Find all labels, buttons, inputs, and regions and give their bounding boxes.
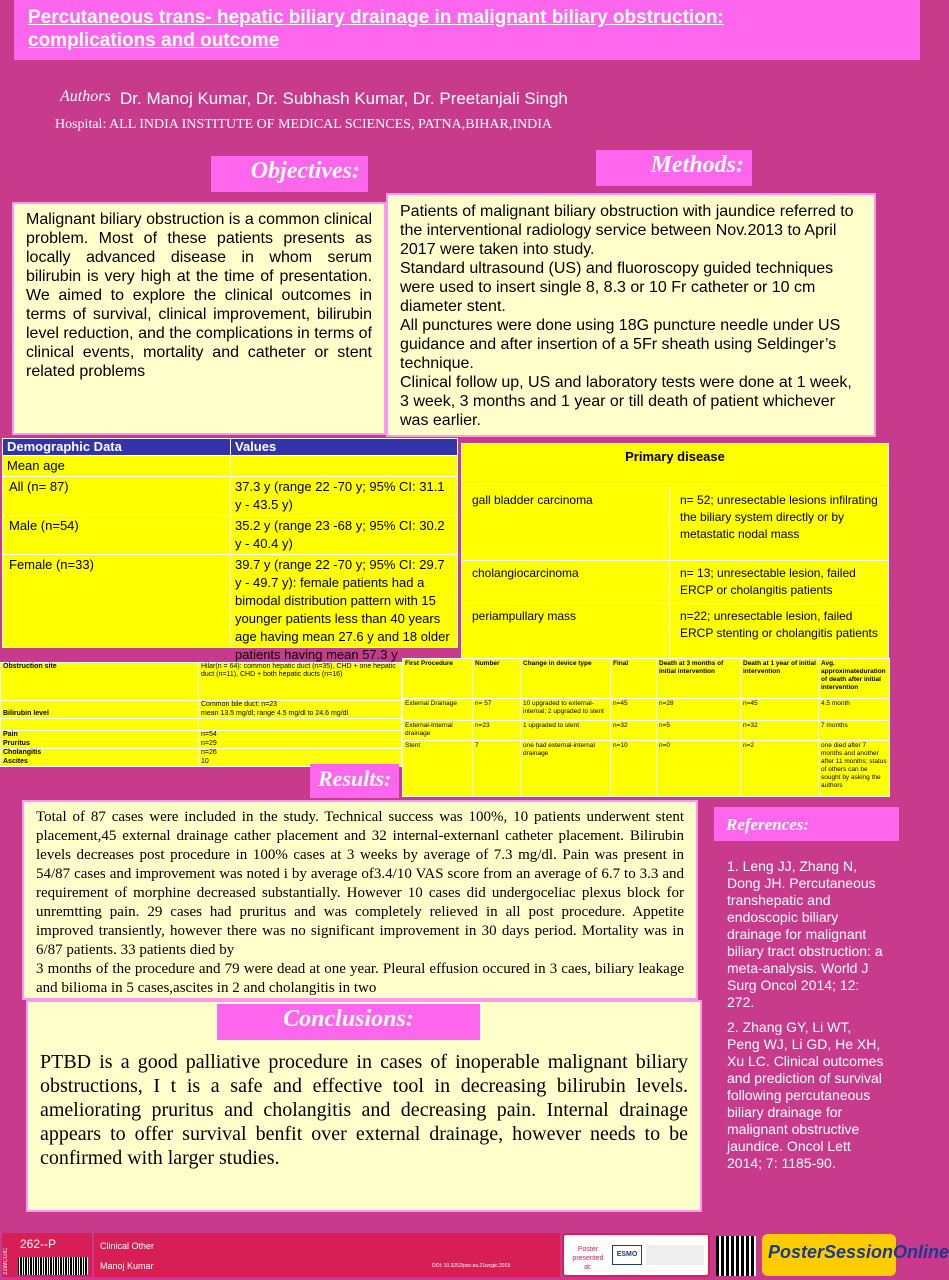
proc-header: Death at 1 year of initial intervention	[741, 659, 819, 699]
proc-cell: n=45	[611, 699, 657, 721]
barcode-icon	[18, 1257, 88, 1275]
demo-cell	[231, 456, 458, 477]
obs-cell: Cholangitis	[1, 749, 199, 758]
proc-cell: n= 57	[473, 699, 521, 721]
demo-cell: 37.3 y (range 22 -70 y; 95% CI: 31.1 y - 43.5 y)	[231, 477, 458, 516]
methods-text	[386, 193, 876, 437]
footer-doi: DOI: 10.3252/pso.eu.21wcgic.2019	[432, 1263, 511, 1269]
proc-cell: External Drainage	[403, 699, 473, 721]
authors-label: Authors	[60, 88, 111, 105]
proc-header: Avg. approximateduration of death after initial intervention	[819, 659, 890, 699]
qr-code-icon	[716, 1236, 756, 1276]
results-para: 3 months of the procedure and 79 were dead at one year. Pleural effusion occured in 3 caes, biliary leakage and bilioma in 5 cases,ascites in 2 and cholangitis in two	[36, 961, 684, 996]
reference-item: 1. Leng JJ, Zhang N, Dong JH. Percutaneous transhepatic and endoscopic biliary drainage for malignant biliary tract obstruction: a meta-analysis. World J Surg Oncol 2014; 12: 272.	[727, 858, 883, 1010]
obs-cell: mean 13.5 mg/dl; range 4.5 mg/dl to 24.6 mg/dl	[199, 710, 402, 719]
proc-cell: n=5	[657, 721, 741, 741]
demo-cell: 35.2 y (range 23 -68 y; 95% CI: 30.2 y - 40.4 y)	[231, 516, 458, 555]
footer-category: Clinical Other	[100, 1241, 155, 1251]
primary-cell: n=22; unresectable lesion, failed ERCP stenting or cholangitis patients	[670, 604, 889, 660]
reference-item: 2. Zhang GY, Li WT, Peng WJ, Li GD, He XH, Xu LC. Clinical outcomes and prediction of survival following percutaneous biliary drainage for malignant obstructive jaundice. Oncol Lett 2014; 7: 1185-90.	[727, 1019, 884, 1171]
primary-cell: n= 52; unresectable lesions infilrating the biliary system directly or by metastatic nodal mass	[670, 488, 889, 561]
proc-header: Death at 3 months of initial intervention	[657, 659, 741, 699]
references-heading: References:	[714, 807, 899, 841]
obs-cell: Pain	[1, 731, 199, 740]
methods-para: Clinical follow up, US and laboratory tests were done at 1 week, 3 week, 3 months and 1 year or till death of patient whichever was earlier.	[400, 374, 852, 429]
side-code: 21WCGIC	[3, 1247, 9, 1275]
primary-disease-table	[461, 443, 889, 660]
proc-cell: n=0	[657, 741, 741, 797]
conclusions-heading: Conclusions:	[217, 1004, 480, 1040]
primary-header: Primary disease	[462, 444, 889, 488]
title-bar	[14, 0, 920, 60]
proc-cell: External-Internal drainage	[403, 721, 473, 741]
proc-header: Change in device type	[521, 659, 611, 699]
proc-cell: n=32	[741, 721, 819, 741]
demo-cell: Mean age	[3, 456, 231, 477]
methods-para: All punctures were done using 18G puncture needle under US guidance and after insertion of a 5Fr sheath using Seldinger’s technique.	[400, 317, 841, 372]
primary-cell: cholangiocarcinoma	[462, 561, 670, 604]
demo-cell: 39.7 y (range 22 -70 y; 95% CI: 29.7 y - 49.7 y): female patients had a bimodal distribution pattern with 15 younger patients less than 40 years age having mean 27.6 y and 18 older patients having mean 57.3 y	[231, 555, 458, 648]
references-list	[727, 858, 887, 1180]
esmo-logo-icon: ESMO	[612, 1245, 642, 1265]
methods-para: Standard ultrasound (US) and fluoroscopy guided techniques were used to insert single 8, 8.3 or 10 Fr catheter or 10 cm diameter stent.	[400, 260, 834, 315]
demo-header: Demographic Data	[3, 439, 231, 456]
proc-cell: 7 months	[819, 721, 890, 741]
conclusions-text: PTBD is a good palliative procedure in cases of inoperable malignant biliary obstructions, I t is a safe and effective tool in decreasing bilirubin levels. ameliorating pruritus and cholangitis and decreasing pain. Internal drainage appears to offer survival benfit over external drainage, however needs to be confirmed with larger studies.	[26, 1000, 702, 1212]
results-text	[22, 800, 698, 1000]
primary-cell: periampullary mass	[462, 604, 670, 660]
obs-cell	[1, 701, 199, 710]
footer-bar	[94, 1233, 560, 1277]
procedure-table	[402, 658, 890, 797]
obs-cell: n=26	[199, 749, 402, 758]
obs-cell: Pruritus	[1, 740, 199, 749]
primary-cell: gall bladder carcinoma	[462, 488, 670, 561]
demographic-table	[2, 438, 458, 662]
clinical-table	[0, 662, 402, 767]
gi-congress-logo-icon	[646, 1245, 704, 1265]
results-heading: Results:	[310, 764, 399, 798]
hospital: Hospital: ALL INDIA INSTITUTE OF MEDICAL SCIENCES, PATNA,BIHAR,INDIA	[55, 117, 552, 132]
obs-cell	[199, 719, 402, 731]
obs-cell: Common bile duct: n=23	[199, 701, 402, 710]
proc-header: First Procedure	[403, 659, 473, 699]
proc-cell: n=45	[741, 699, 819, 721]
primary-cell: n= 13; unresectable lesion, failed ERCP or cholangitis patients	[670, 561, 889, 604]
proc-cell: n=10	[611, 741, 657, 797]
obs-cell: Obstruction site	[1, 663, 199, 701]
poster-code-badge	[2, 1233, 92, 1277]
postersessiononline-logo: PosterSessionOnline	[762, 1234, 896, 1276]
obs-cell: Bilirubin level	[1, 710, 199, 719]
obs-cell: n=54	[199, 731, 402, 740]
demo-header: Values	[231, 439, 458, 456]
demo-cell: All (n= 87)	[3, 477, 231, 516]
proc-cell: one died after 7 months and another after 11 months; status of others can be sought by asking the authors	[819, 741, 890, 797]
results-para: Total of 87 cases were included in the study. Technical success was 100%, 10 patients underwent stent placement,45 external drainage cather placement and 32 internal-externanl catheter placement. Bilirubin levels decreases post procedure in 100% cases at 3 weeks by average of 7.3 mg/dl. Pain was present in 54/87 cases and improvement was noted i by average of3.4/10 VAS score from an average of 6.7 to 3.3 and requirement of morphine decreased substantially. However 10 cases did undergoceliac plexus block for unremtting pain. 29 cases had pruritus and was completely relieved in all post procedure. Appetite improved transiently, however there was no significant improvement in 30 days period. Mortality was in 6/87 patients. 33 patients died by	[36, 809, 684, 958]
proc-header: Number	[473, 659, 521, 699]
proc-cell: one had external-internal drainage	[521, 741, 611, 797]
proc-cell: 10 upgraded to external-internal; 2 upgraded to stent	[521, 699, 611, 721]
obs-cell: n=29	[199, 740, 402, 749]
proc-cell: Stent	[403, 741, 473, 797]
methods-heading: Methods:	[596, 150, 752, 186]
demo-cell: Female (n=33)	[3, 555, 231, 648]
proc-cell: 7	[473, 741, 521, 797]
proc-cell: 1 upgraded to stent	[521, 721, 611, 741]
proc-cell: 4.5 month	[819, 699, 890, 721]
proc-header: Final	[611, 659, 657, 699]
congress-logos	[562, 1233, 710, 1277]
obs-cell: Hilar(n = 64): common hepatic duct (n=35), CHD + one hepatic duct (n=11), CHD + both hepatic ducts (n=16)	[199, 663, 402, 701]
proc-cell: n=2	[741, 741, 819, 797]
poster-code: 262--P	[20, 1237, 57, 1251]
authors: Dr. Manoj Kumar, Dr. Subhash Kumar, Dr. Preetanjali Singh	[120, 89, 568, 108]
obs-cell	[1, 719, 199, 731]
poster-title-line2: complications and outcome	[28, 30, 280, 51]
proc-cell: n=23	[473, 721, 521, 741]
obs-cell: 10	[199, 758, 402, 767]
proc-cell: n=28	[657, 699, 741, 721]
obs-cell: Ascites	[1, 758, 199, 767]
poster-title-line1: Percutaneous trans- hepatic biliary drainage in malignant biliary obstruction:	[28, 7, 724, 28]
presented-at: Poster presented at:	[572, 1246, 604, 1271]
objectives-heading: Objectives:	[211, 156, 368, 192]
footer-author: Manoj Kumar	[100, 1261, 154, 1271]
objectives-text: Malignant biliary obstruction is a common clinical problem. Most of these patients presents as locally advanced disease in whom serum bilirubin is very high at the time of presentation. We aimed to explore the clinical outcomes in terms of survival, clinical improvement, bilirubin level reduction, and the complications in terms of clinical events, mortality and catheter or stent related problems	[12, 202, 386, 435]
demo-cell: Male (n=54)	[3, 516, 231, 555]
proc-cell: n=32	[611, 721, 657, 741]
methods-para: Patients of malignant biliary obstruction with jaundice referred to the interventional radiology service between Nov.2013 to April 2017 were taken into study.	[400, 203, 854, 258]
